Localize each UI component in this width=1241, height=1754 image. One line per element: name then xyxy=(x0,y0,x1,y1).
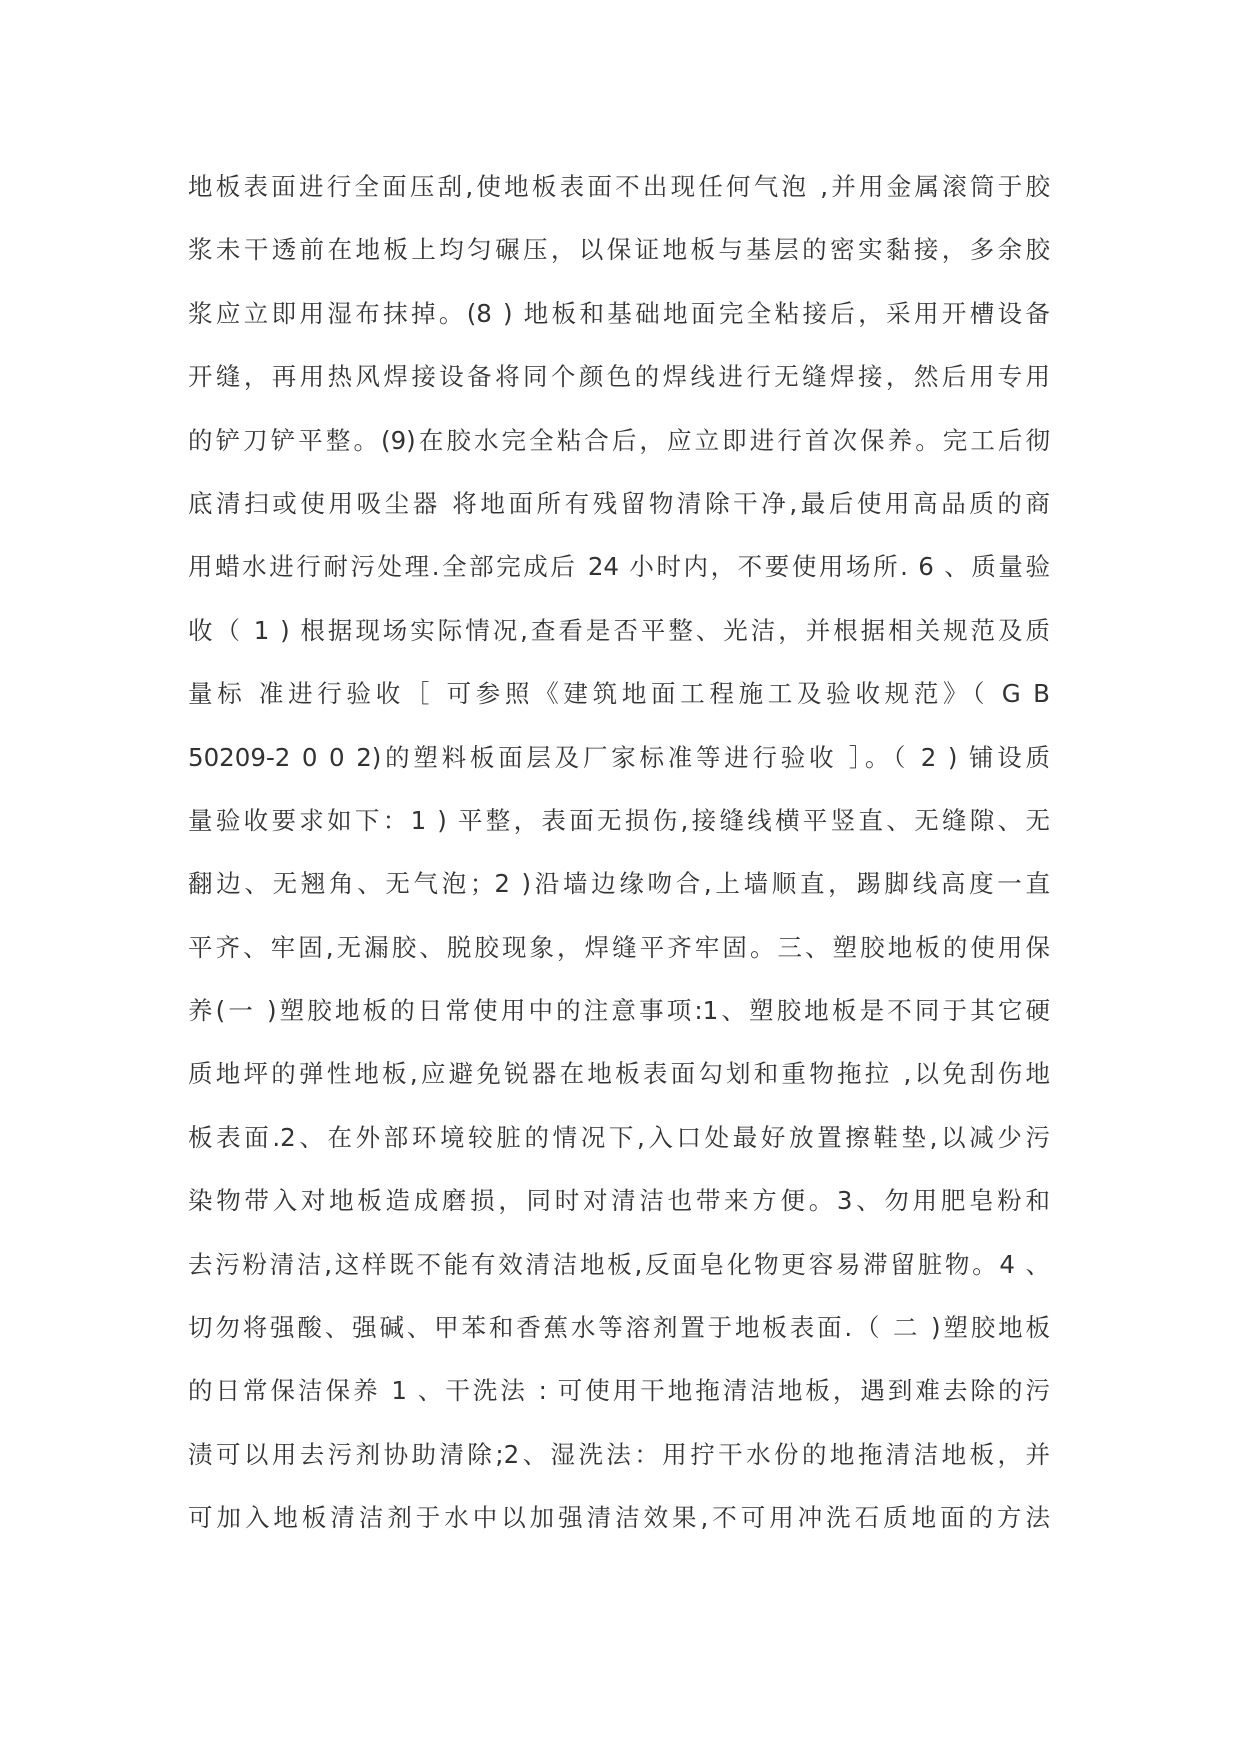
text-line: 浆应立即用湿布抹掉。(8 ) 地板和基础地面完全粘接后，采用开槽设备 xyxy=(188,298,1050,328)
text-line: 50209-2 0 0 2)的塑料板面层及厂家标准等进行验收 ］。（ 2 ) 铺设质 xyxy=(188,742,1050,772)
text-line: 去污粉清洁,这样既不能有效清洁地板,反面皂化物更容易滞留脏物。4 、 xyxy=(188,1249,1050,1279)
text-line: 可加入地板清洁剂于水中以加强清洁效果,不可用冲洗石质地面的方法 xyxy=(188,1503,1050,1533)
text-line: 切勿将强酸、强碱、甲苯和香蕉水等溶剂置于地板表面.（ 二 )塑胶地板 xyxy=(188,1313,1050,1343)
text-line: 用蜡水进行耐污处理.全部完成后 24 小时内，不要使用场所. 6 、质量验 xyxy=(188,552,1050,582)
document-body-text xyxy=(188,155,1050,1550)
text-line: 的日常保洁保养 1 、干洗法 : 可使用干地拖清洁地板，遇到难去除的污 xyxy=(188,1376,1050,1406)
text-line: 渍可以用去污剂协助清除;2、湿洗法：用拧干水份的地拖清洁地板，并 xyxy=(188,1439,1050,1469)
text-line: 养(一 )塑胶地板的日常使用中的注意事项:1、塑胶地板是不同于其它硬 xyxy=(188,996,1050,1026)
text-line: 收（ 1 ) 根据现场实际情况,查看是否平整、光洁，并根据相关规范及质 xyxy=(188,615,1050,645)
text-line: 的铲刀铲平整。(9)在胶水完全粘合后，应立即进行首次保养。完工后彻 xyxy=(188,425,1050,455)
text-line: 板表面.2、在外部环境较脏的情况下,入口处最好放置擦鞋垫,以减少污 xyxy=(188,1122,1050,1152)
text-line: 量验收要求如下：1 ) 平整，表面无损伤,接缝线横平竖直、无缝隙、无 xyxy=(188,805,1050,835)
text-line: 地板表面进行全面压刮,使地板表面不出现任何气泡 ,并用金属滚筒于胶 xyxy=(188,172,1050,201)
text-line: 翻边、无翘角、无气泡；2 )沿墙边缘吻合,上墙顺直，踢脚线高度一直 xyxy=(188,869,1050,899)
text-line: 质地坪的弹性地板,应避免锐器在地板表面勾划和重物拖拉 ,以免刮伤地 xyxy=(188,1059,1050,1089)
text-line: 量标 准进行验收［ 可参照《建筑地面工程施工及验收规范》（ G B xyxy=(188,679,1050,709)
text-line: 浆未干透前在地板上均匀碾压，以保证地板与基层的密实黏接，多余胶 xyxy=(188,235,1050,265)
text-line: 底清扫或使用吸尘器 将地面所有残留物清除干净,最后使用高品质的商 xyxy=(188,488,1050,518)
text-line: 平齐、牢固,无漏胶、脱胶现象，焊缝平齐牢固。三、塑胶地板的使用保 xyxy=(188,932,1050,962)
text-line: 染物带入对地板造成磨损，同时对清洁也带来方便。3、勿用肥皂粉和 xyxy=(188,1186,1050,1216)
text-line: 开缝，再用热风焊接设备将同个颜色的焊线进行无缝焊接，然后用专用 xyxy=(188,362,1050,392)
